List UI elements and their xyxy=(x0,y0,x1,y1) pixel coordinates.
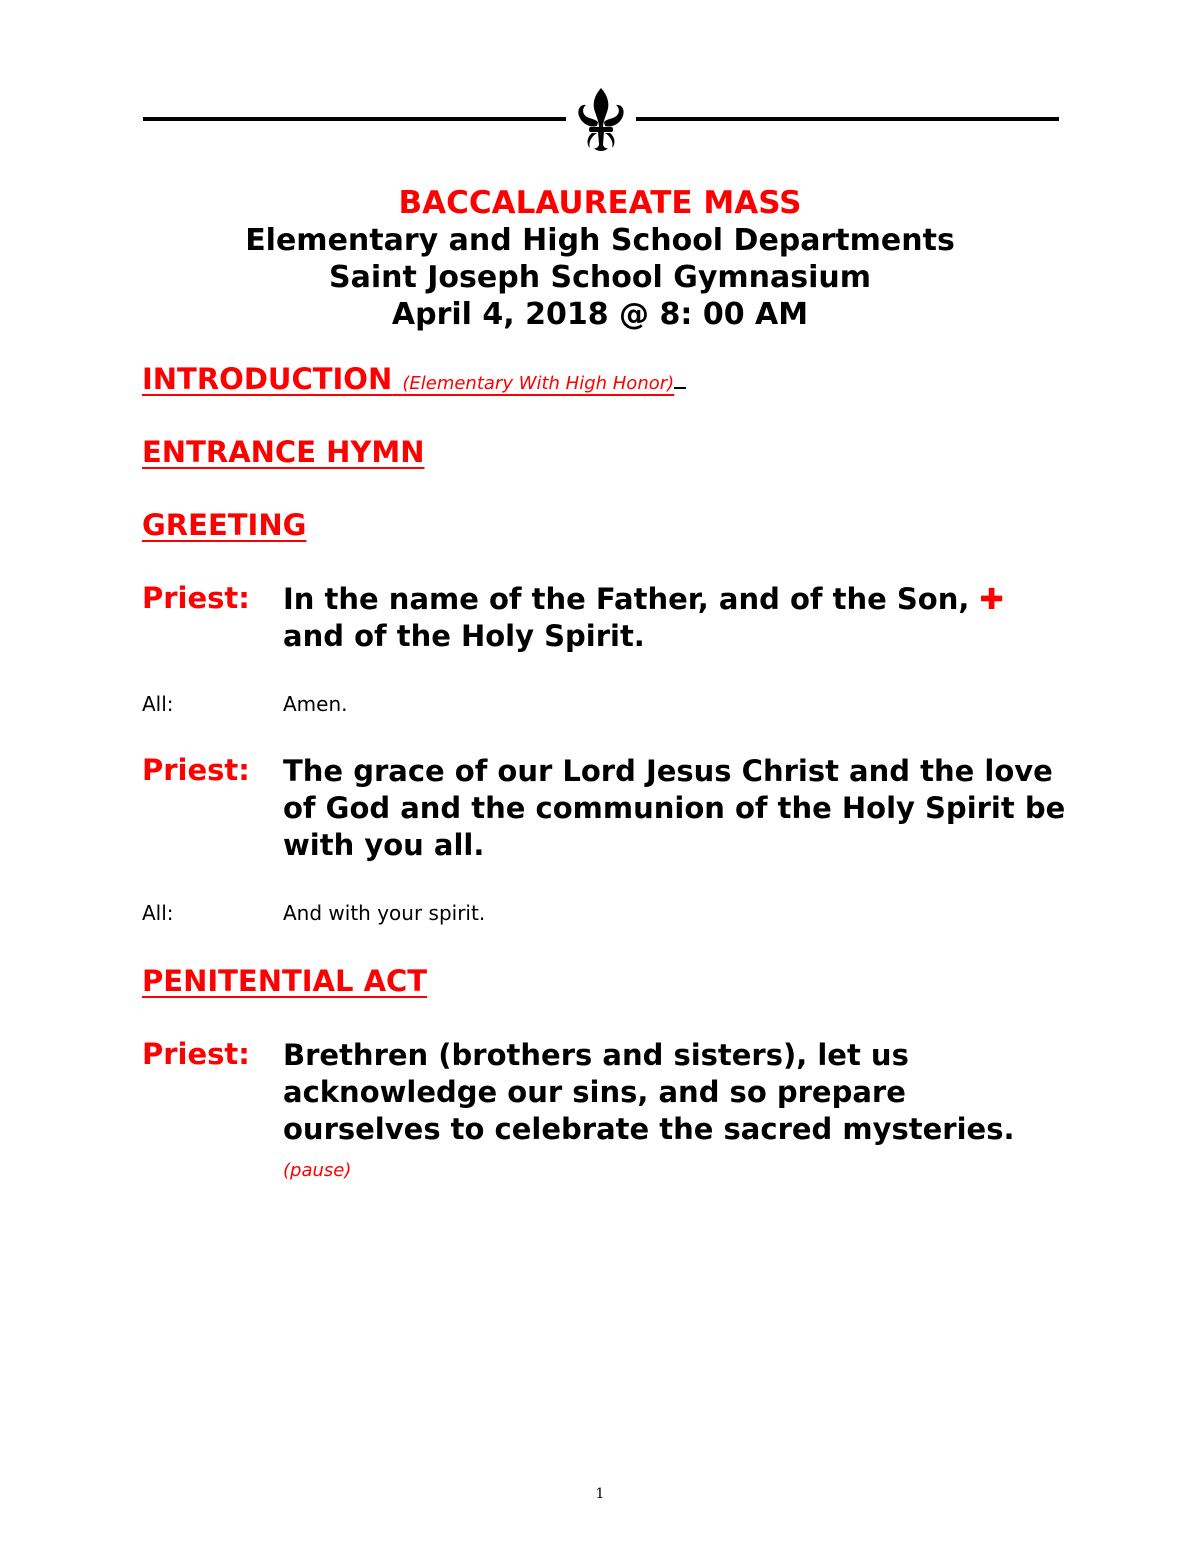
title-block xyxy=(0,184,1200,333)
speaker-all: All: xyxy=(142,901,174,925)
priest-line: The grace of our Lord Jesus Christ and the love of God and the communion of the Holy Spirit be with you all. xyxy=(283,754,1066,862)
introduction-note: (Elementary With High Honor) xyxy=(402,373,675,394)
introduction-label: INTRODUCTION xyxy=(142,362,393,396)
section-entrance-hymn: ENTRANCE HYMN xyxy=(142,435,425,469)
page-title: BACCALAUREATE MASS xyxy=(398,185,802,221)
priest-line-text: Brethren (brothers and sisters), let us acknowledge our sins, and so prepare ourselves to celebrate the sacred mysteries. xyxy=(283,1038,1015,1146)
fleur-de-lis-icon xyxy=(570,86,632,152)
section-introduction xyxy=(142,362,686,396)
header-rule-right xyxy=(636,117,1059,121)
speaker-priest: Priest: xyxy=(142,1037,250,1071)
speaker-priest: Priest: xyxy=(142,753,250,787)
introduction-trailing-rule xyxy=(674,386,686,389)
page-number: 1 xyxy=(595,1486,605,1502)
pause-note: (pause) xyxy=(283,1160,352,1181)
subtitle-departments: Elementary and High School Departments xyxy=(245,223,955,258)
cross-icon: ✚ xyxy=(979,582,1004,616)
all-response: And with your spirit. xyxy=(283,901,486,925)
priest-line xyxy=(283,581,1083,655)
priest-line-text: In the name of the Father, and of the Son, xyxy=(283,582,970,616)
subtitle-date: April 4, 2018 @ 8: 00 AM xyxy=(391,297,809,332)
subtitle-venue: Saint Joseph School Gymnasium xyxy=(328,260,872,295)
speaker-all: All: xyxy=(142,692,174,716)
priest-line-text-cont: and of the Holy Spirit. xyxy=(283,619,645,653)
section-greeting: GREETING xyxy=(142,508,307,542)
speaker-priest: Priest: xyxy=(142,581,250,615)
all-response: Amen. xyxy=(283,692,348,716)
section-penitential-act: PENITENTIAL ACT xyxy=(142,964,428,998)
priest-line xyxy=(283,1037,1043,1189)
header-rule-left xyxy=(143,117,566,121)
